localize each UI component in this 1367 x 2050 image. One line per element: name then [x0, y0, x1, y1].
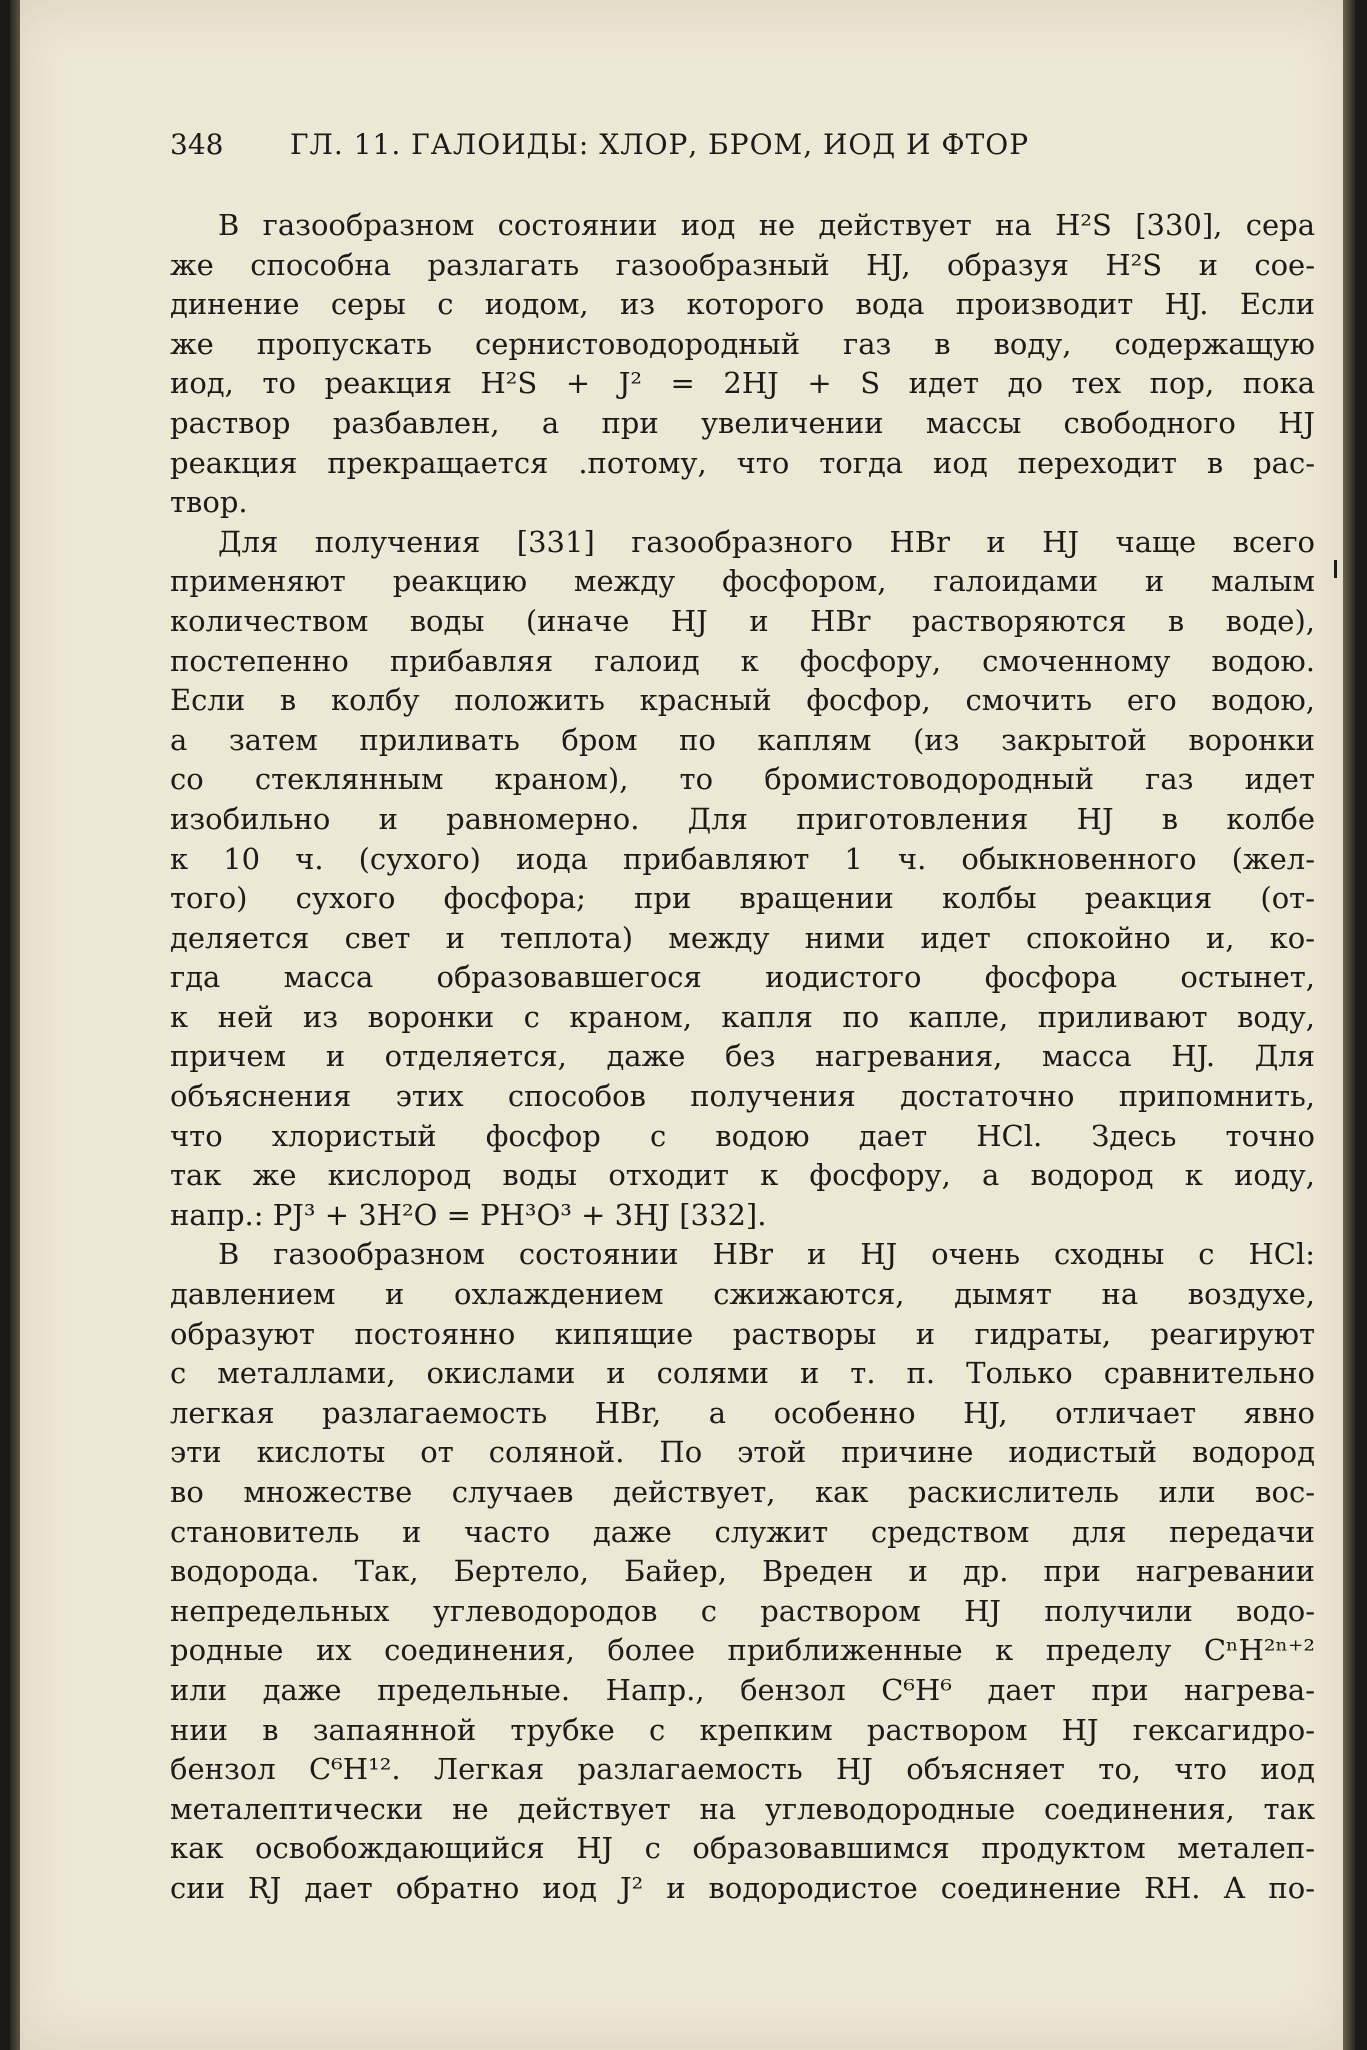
text-line: во множестве случаев действует, как раскислитель или вос-	[170, 1475, 1315, 1509]
text-line: гда масса образовавшегося иодистого фосфора остынет,	[170, 960, 1315, 995]
text-line: твор.	[170, 485, 248, 520]
text-line: динение серы с иодом, из которого вода производит HJ. Если	[170, 287, 1315, 322]
body-text	[170, 206, 1315, 1909]
text-line: того) сухого фосфора; при вращении колбы реакция (от-	[170, 881, 1315, 916]
book-page	[10, 0, 1355, 2050]
text-line: эти кислоты от соляной. По этой причине иодистый водород	[170, 1435, 1315, 1470]
text-line: что хлористый фосфор с водою дает HCl. Здесь точно	[170, 1118, 1315, 1153]
text-line: или даже предельные. Напр., бензол C⁶H⁶ дает при нагрева-	[170, 1672, 1315, 1707]
text-line: объяснения этих способов получения достаточно припомнить,	[170, 1079, 1315, 1114]
text-line: причем и отделяется, даже без нагревания, масса HJ. Для	[170, 1039, 1315, 1074]
text-line: легкая разлагаемость HBr, а особенно HJ, отличает явно	[170, 1395, 1315, 1430]
text-line: металептически не действует на углеводородные соединения, так	[170, 1791, 1315, 1826]
text-line: В газообразном состоянии HBr и HJ очень сходны с HCl:	[218, 1237, 1315, 1272]
text-line: со стеклянным краном), то бромистоводородный газ идет	[170, 762, 1315, 797]
text-line: количеством воды (иначе HJ и HBr растворяются в воде),	[170, 603, 1315, 638]
text-line: нии в запаянной трубке с крепким раствором HJ гексагидро-	[170, 1712, 1315, 1747]
page-edge-right	[1343, 0, 1355, 2050]
text-line: становитель и часто даже служит средством для передачи	[170, 1514, 1315, 1549]
text-line: образуют постоянно кипящие растворы и гидраты, реагируют	[170, 1316, 1315, 1351]
text-line: как освобождающийся HJ с образовавшимся продуктом металеп-	[170, 1831, 1315, 1866]
text-line: родные их соединения, более приближенные к пределу CⁿH²ⁿ⁺²	[170, 1633, 1315, 1668]
text-line: так же кислород воды отходит к фосфору, а водород к иоду,	[170, 1158, 1315, 1193]
margin-mark	[1334, 560, 1337, 578]
text-line: изобильно и равномерно. Для приготовления HJ в колбе	[170, 801, 1315, 836]
text-line: водорода. Так, Бертело, Байер, Вреден и др. при нагревании	[170, 1554, 1315, 1589]
text-line: применяют реакцию между фосфором, галоидами и малым	[170, 564, 1315, 599]
text-line: сии RJ дает обратно иод J² и водородистое соединение RH. А по-	[170, 1870, 1315, 1905]
text-line: деляется свет и теплота) между ними идет спокойно и, ко-	[170, 920, 1315, 955]
page-header	[170, 128, 1170, 168]
text-line: напр.: PJ³ + 3H²O = PH³O³ + 3HJ [332].	[170, 1197, 767, 1232]
page-number: 348	[170, 128, 224, 161]
page-edge-left	[10, 0, 20, 2050]
text-line: же пропускать сернистоводородный газ в воду, содержащую	[170, 326, 1315, 361]
text-line: к 10 ч. (сухого) иода прибавляют 1 ч. обыкновенного (жел-	[170, 841, 1315, 876]
text-line: иод, то реакция H²S + J² = 2HJ + S идет до тех пор, пока	[170, 366, 1315, 401]
text-line: с металлами, окислами и солями и т. п. Только сравнительно	[170, 1356, 1315, 1391]
text-line: постепенно прибавляя галоид к фосфору, смоченному водою.	[170, 643, 1315, 678]
text-line: же способна разлагать газообразный HJ, образуя H²S и сое-	[170, 247, 1315, 282]
text-line: а затем приливать бром по каплям (из закрытой воронки	[170, 722, 1315, 757]
text-line: бензол C⁶H¹². Легкая разлагаемость HJ объясняет то, что иод	[170, 1752, 1315, 1787]
text-line: давлением и охлаждением сжижаются, дымят на воздухе,	[170, 1277, 1315, 1312]
text-line: В газообразном состоянии иод не действует на H²S [330], сера	[218, 208, 1315, 242]
running-head: ГЛ. 11. ГАЛОИДЫ: ХЛОР, БРОМ, ИОД И ФТОР	[290, 128, 1030, 161]
text-line: Для получения [331] газообразного HBr и HJ чаще всего	[218, 524, 1315, 559]
text-line: непредельных углеводородов с раствором HJ получили водо-	[170, 1593, 1315, 1628]
text-line: к ней из воронки с краном, капля по капле, приливают воду,	[170, 999, 1315, 1034]
text-line: Если в колбу положить красный фосфор, смочить его водою,	[170, 683, 1315, 718]
text-line: реакция прекращается .потому, что тогда иод переходит в рас-	[170, 445, 1315, 480]
text-line: раствор разбавлен, а при увеличении массы свободного HJ	[170, 405, 1315, 440]
